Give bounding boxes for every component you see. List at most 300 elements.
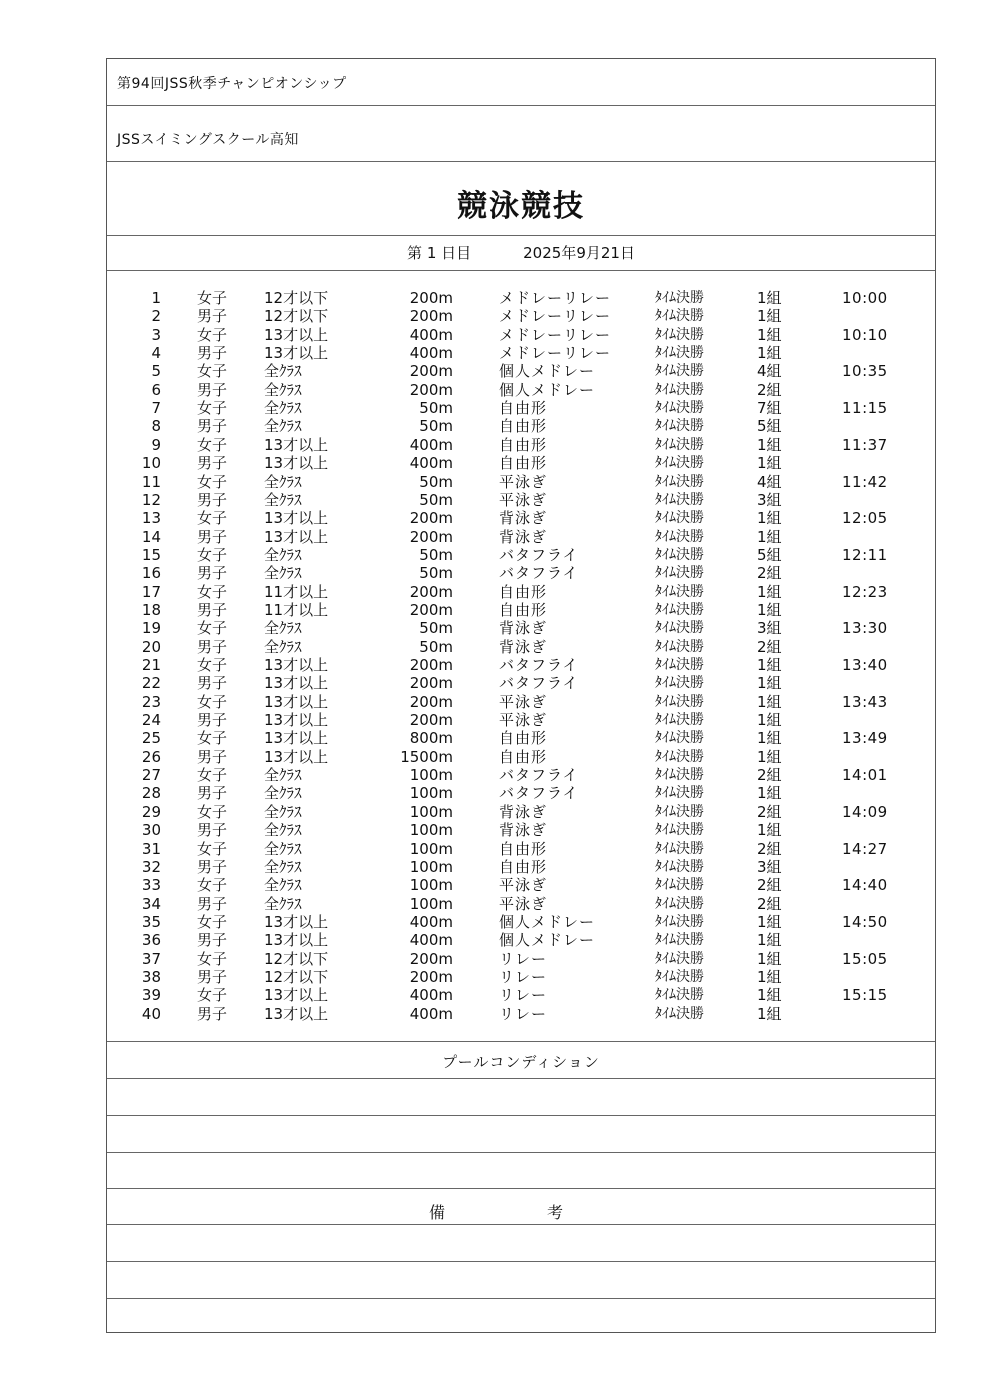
event-number: 20 bbox=[141, 637, 161, 656]
event-row bbox=[107, 913, 935, 931]
event-heats: 1組 bbox=[757, 344, 782, 363]
event-stroke: 個人メドレー bbox=[499, 931, 596, 950]
divider bbox=[107, 270, 935, 271]
event-row bbox=[107, 601, 935, 619]
event-class: 全ｸﾗｽ bbox=[264, 619, 302, 638]
event-start-time: 10:10 bbox=[842, 325, 888, 344]
remarks-title-char2: 考 bbox=[547, 1203, 564, 1222]
event-stroke: 自由形 bbox=[499, 729, 548, 748]
event-type: ﾀｲﾑ決勝 bbox=[655, 730, 704, 747]
event-heats: 1組 bbox=[757, 692, 782, 711]
event-heats: 2組 bbox=[757, 894, 782, 913]
event-heats: 1組 bbox=[757, 931, 782, 950]
event-number: 14 bbox=[141, 527, 161, 546]
event-stroke: 背泳ぎ bbox=[499, 821, 548, 840]
event-number: 13 bbox=[141, 509, 161, 528]
event-row bbox=[107, 858, 935, 876]
event-start-time: 13:30 bbox=[842, 619, 888, 638]
event-class: 11才以上 bbox=[264, 600, 329, 619]
event-start-time: 13:40 bbox=[842, 656, 888, 674]
event-sex: 女子 bbox=[197, 912, 228, 931]
event-class: 13才以上 bbox=[264, 912, 329, 931]
event-distance: 400m bbox=[409, 325, 453, 344]
event-class: 13才以上 bbox=[264, 692, 329, 711]
event-sex: 女子 bbox=[197, 986, 228, 1005]
event-heats: 2組 bbox=[757, 802, 782, 821]
event-row bbox=[107, 876, 935, 894]
event-heats: 1組 bbox=[757, 967, 782, 986]
event-class: 全ｸﾗｽ bbox=[264, 784, 302, 803]
event-type: ﾀｲﾑ決勝 bbox=[655, 326, 704, 343]
event-row bbox=[107, 399, 935, 417]
event-start-time: 11:42 bbox=[842, 472, 888, 491]
event-distance: 200m bbox=[409, 362, 453, 381]
event-heats: 1組 bbox=[757, 949, 782, 968]
event-type: ﾀｲﾑ決勝 bbox=[655, 840, 704, 857]
event-type: ﾀｲﾑ決勝 bbox=[655, 803, 704, 820]
event-sex: 男子 bbox=[197, 417, 228, 436]
pool-condition-line bbox=[107, 1152, 935, 1153]
event-start-time: 14:40 bbox=[842, 876, 888, 895]
event-row bbox=[107, 436, 935, 454]
event-type: ﾀｲﾑ決勝 bbox=[655, 436, 704, 453]
event-class: 全ｸﾗｽ bbox=[264, 362, 302, 381]
event-distance: 200m bbox=[409, 307, 453, 326]
event-stroke: バタフライ bbox=[499, 674, 579, 693]
event-distance: 100m bbox=[409, 802, 453, 821]
event-type: ﾀｲﾑ決勝 bbox=[655, 968, 704, 985]
event-number: 39 bbox=[141, 986, 161, 1005]
event-type: ﾀｲﾑ決勝 bbox=[655, 620, 704, 637]
event-number: 23 bbox=[141, 692, 161, 711]
event-row bbox=[107, 821, 935, 839]
event-distance: 200m bbox=[409, 289, 453, 307]
remarks-line bbox=[107, 1261, 935, 1262]
event-row bbox=[107, 454, 935, 472]
event-distance: 200m bbox=[409, 656, 453, 674]
event-type: ﾀｲﾑ決勝 bbox=[655, 601, 704, 618]
event-heats: 7組 bbox=[757, 399, 782, 418]
event-number: 10 bbox=[141, 454, 161, 473]
event-number: 37 bbox=[141, 949, 161, 968]
event-class: 全ｸﾗｽ bbox=[264, 417, 302, 436]
event-row bbox=[107, 729, 935, 747]
event-number: 25 bbox=[141, 729, 161, 748]
event-stroke: バタフライ bbox=[499, 656, 579, 674]
event-stroke: 平泳ぎ bbox=[499, 876, 548, 895]
event-sex: 男子 bbox=[197, 307, 228, 326]
event-row bbox=[107, 656, 935, 674]
event-stroke: 自由形 bbox=[499, 600, 548, 619]
event-stroke: 平泳ぎ bbox=[499, 490, 548, 509]
event-distance: 400m bbox=[409, 986, 453, 1005]
event-distance: 400m bbox=[409, 435, 453, 454]
competition-name: 第94回JSS秋季チャンピオンシップ bbox=[117, 76, 347, 92]
event-row bbox=[107, 528, 935, 546]
event-number: 6 bbox=[151, 380, 161, 399]
event-number: 24 bbox=[141, 711, 161, 730]
event-class: 13才以上 bbox=[264, 344, 329, 363]
event-stroke: リレー bbox=[499, 949, 548, 968]
event-type: ﾀｲﾑ決勝 bbox=[655, 565, 704, 582]
event-heats: 2組 bbox=[757, 766, 782, 785]
event-sex: 男子 bbox=[197, 344, 228, 363]
event-number: 28 bbox=[141, 784, 161, 803]
event-sex: 女子 bbox=[197, 545, 228, 564]
event-sex: 女子 bbox=[197, 839, 228, 858]
event-heats: 2組 bbox=[757, 380, 782, 399]
event-stroke: 個人メドレー bbox=[499, 380, 596, 399]
event-stroke: 自由形 bbox=[499, 454, 548, 473]
event-row bbox=[107, 1005, 935, 1023]
event-distance: 200m bbox=[409, 967, 453, 986]
event-heats: 1組 bbox=[757, 821, 782, 840]
event-type: ﾀｲﾑ決勝 bbox=[655, 510, 704, 527]
event-start-time: 11:37 bbox=[842, 435, 888, 454]
event-row bbox=[107, 546, 935, 564]
event-type: ﾀｲﾑ決勝 bbox=[655, 987, 704, 1004]
event-heats: 1組 bbox=[757, 454, 782, 473]
event-start-time: 13:49 bbox=[842, 729, 888, 748]
event-heats: 1組 bbox=[757, 729, 782, 748]
event-distance: 200m bbox=[409, 509, 453, 528]
event-start-time: 14:09 bbox=[842, 802, 888, 821]
event-number: 1 bbox=[151, 289, 161, 307]
event-distance: 50m bbox=[419, 490, 453, 509]
event-distance: 200m bbox=[409, 582, 453, 601]
event-number: 29 bbox=[141, 802, 161, 821]
event-row bbox=[107, 950, 935, 968]
event-number: 12 bbox=[141, 490, 161, 509]
event-sex: 女子 bbox=[197, 656, 228, 674]
club-name: JSSスイミングスクール高知 bbox=[117, 132, 299, 148]
event-row bbox=[107, 711, 935, 729]
event-number: 2 bbox=[151, 307, 161, 326]
event-row bbox=[107, 381, 935, 399]
event-row bbox=[107, 968, 935, 986]
event-sex: 女子 bbox=[197, 289, 228, 307]
event-row bbox=[107, 564, 935, 582]
event-type: ﾀｲﾑ決勝 bbox=[655, 950, 704, 967]
event-heats: 1組 bbox=[757, 325, 782, 344]
event-sex: 男子 bbox=[197, 894, 228, 913]
event-number: 35 bbox=[141, 912, 161, 931]
event-heats: 1組 bbox=[757, 747, 782, 766]
divider bbox=[107, 235, 935, 236]
event-class: 13才以上 bbox=[264, 454, 329, 473]
event-heats: 4組 bbox=[757, 472, 782, 491]
event-start-time: 14:27 bbox=[842, 839, 888, 858]
event-row bbox=[107, 509, 935, 527]
event-sex: 男子 bbox=[197, 490, 228, 509]
event-class: 全ｸﾗｽ bbox=[264, 894, 302, 913]
event-start-time: 12:11 bbox=[842, 545, 888, 564]
event-number: 33 bbox=[141, 876, 161, 895]
event-start-time: 12:05 bbox=[842, 509, 888, 528]
event-sex: 女子 bbox=[197, 802, 228, 821]
event-distance: 100m bbox=[409, 857, 453, 876]
event-heats: 1組 bbox=[757, 582, 782, 601]
event-start-time: 12:23 bbox=[842, 582, 888, 601]
event-type: ﾀｲﾑ決勝 bbox=[655, 363, 704, 380]
event-class: 全ｸﾗｽ bbox=[264, 472, 302, 491]
event-type: ﾀｲﾑ決勝 bbox=[655, 913, 704, 930]
event-distance: 50m bbox=[419, 472, 453, 491]
event-sex: 女子 bbox=[197, 766, 228, 785]
event-distance: 100m bbox=[409, 876, 453, 895]
event-distance: 200m bbox=[409, 711, 453, 730]
event-heats: 2組 bbox=[757, 637, 782, 656]
event-row bbox=[107, 619, 935, 637]
event-class: 13才以上 bbox=[264, 986, 329, 1005]
event-heats: 5組 bbox=[757, 417, 782, 436]
event-class: 全ｸﾗｽ bbox=[264, 399, 302, 418]
event-row bbox=[107, 766, 935, 784]
event-sex: 女子 bbox=[197, 729, 228, 748]
event-stroke: 自由形 bbox=[499, 857, 548, 876]
event-number: 32 bbox=[141, 857, 161, 876]
event-sex: 男子 bbox=[197, 674, 228, 693]
remarks-title-char1: 備 bbox=[429, 1203, 446, 1222]
event-class: 12才以下 bbox=[264, 307, 329, 326]
event-type: ﾀｲﾑ決勝 bbox=[655, 785, 704, 802]
divider bbox=[107, 1078, 935, 1079]
divider bbox=[107, 161, 935, 162]
event-distance: 50m bbox=[419, 417, 453, 436]
event-sex: 男子 bbox=[197, 637, 228, 656]
event-heats: 3組 bbox=[757, 619, 782, 638]
event-type: ﾀｲﾑ決勝 bbox=[655, 345, 704, 362]
event-type: ﾀｲﾑ決勝 bbox=[655, 583, 704, 600]
event-type: ﾀｲﾑ決勝 bbox=[655, 491, 704, 508]
event-type: ﾀｲﾑ決勝 bbox=[655, 858, 704, 875]
event-number: 19 bbox=[141, 619, 161, 638]
event-number: 15 bbox=[141, 545, 161, 564]
event-row bbox=[107, 307, 935, 325]
event-type: ﾀｲﾑ決勝 bbox=[655, 712, 704, 729]
event-number: 8 bbox=[151, 417, 161, 436]
event-type: ﾀｲﾑ決勝 bbox=[655, 1005, 704, 1022]
event-heats: 1組 bbox=[757, 784, 782, 803]
event-row bbox=[107, 931, 935, 949]
event-stroke: バタフライ bbox=[499, 545, 579, 564]
event-class: 13才以上 bbox=[264, 325, 329, 344]
event-stroke: バタフライ bbox=[499, 784, 579, 803]
event-stroke: 自由形 bbox=[499, 747, 548, 766]
event-start-time: 15:15 bbox=[842, 986, 888, 1005]
event-heats: 1組 bbox=[757, 711, 782, 730]
event-number: 11 bbox=[141, 472, 161, 491]
event-class: 12才以下 bbox=[264, 949, 329, 968]
event-class: 13才以上 bbox=[264, 656, 329, 674]
event-type: ﾀｲﾑ決勝 bbox=[655, 895, 704, 912]
event-distance: 800m bbox=[409, 729, 453, 748]
event-distance: 200m bbox=[409, 692, 453, 711]
event-stroke: バタフライ bbox=[499, 564, 579, 583]
event-heats: 1組 bbox=[757, 435, 782, 454]
event-start-time: 14:01 bbox=[842, 766, 888, 785]
event-type: ﾀｲﾑ決勝 bbox=[655, 418, 704, 435]
event-row bbox=[107, 326, 935, 344]
event-type: ﾀｲﾑ決勝 bbox=[655, 657, 704, 673]
divider bbox=[107, 105, 935, 106]
event-heats: 1組 bbox=[757, 307, 782, 326]
event-sex: 男子 bbox=[197, 527, 228, 546]
event-sex: 男子 bbox=[197, 931, 228, 950]
event-number: 4 bbox=[151, 344, 161, 363]
event-sex: 男子 bbox=[197, 967, 228, 986]
event-row bbox=[107, 986, 935, 1004]
event-class: 全ｸﾗｽ bbox=[264, 766, 302, 785]
event-distance: 200m bbox=[409, 380, 453, 399]
event-heats: 4組 bbox=[757, 362, 782, 381]
event-stroke: バタフライ bbox=[499, 766, 579, 785]
event-number: 22 bbox=[141, 674, 161, 693]
event-class: 全ｸﾗｽ bbox=[264, 564, 302, 583]
event-sex: 男子 bbox=[197, 821, 228, 840]
event-class: 全ｸﾗｽ bbox=[264, 876, 302, 895]
event-class: 全ｸﾗｽ bbox=[264, 545, 302, 564]
event-row bbox=[107, 344, 935, 362]
event-class: 13才以上 bbox=[264, 747, 329, 766]
event-sex: 男子 bbox=[197, 784, 228, 803]
event-row bbox=[107, 473, 935, 491]
event-number: 9 bbox=[151, 435, 161, 454]
event-sex: 女子 bbox=[197, 692, 228, 711]
event-distance: 400m bbox=[409, 344, 453, 363]
event-class: 12才以下 bbox=[264, 967, 329, 986]
divider bbox=[107, 1224, 935, 1225]
event-sex: 女子 bbox=[197, 399, 228, 418]
event-class: 13才以上 bbox=[264, 435, 329, 454]
pool-condition-title: プールコンディション bbox=[442, 1053, 600, 1071]
event-number: 30 bbox=[141, 821, 161, 840]
event-class: 全ｸﾗｽ bbox=[264, 490, 302, 509]
event-row bbox=[107, 784, 935, 802]
event-row bbox=[107, 895, 935, 913]
event-start-time: 13:43 bbox=[842, 692, 888, 711]
divider bbox=[107, 1041, 935, 1042]
event-class: 13才以上 bbox=[264, 674, 329, 693]
event-sex: 男子 bbox=[197, 600, 228, 619]
event-sex: 女子 bbox=[197, 582, 228, 601]
event-sex: 男子 bbox=[197, 564, 228, 583]
event-distance: 100m bbox=[409, 821, 453, 840]
event-number: 3 bbox=[151, 325, 161, 344]
divider bbox=[107, 1188, 935, 1189]
event-type: ﾀｲﾑ決勝 bbox=[655, 822, 704, 839]
event-heats: 1組 bbox=[757, 509, 782, 528]
event-sex: 女子 bbox=[197, 509, 228, 528]
event-start-time: 15:05 bbox=[842, 949, 888, 968]
event-stroke: 背泳ぎ bbox=[499, 802, 548, 821]
event-number: 17 bbox=[141, 582, 161, 601]
event-sex: 女子 bbox=[197, 362, 228, 381]
event-sex: 女子 bbox=[197, 472, 228, 491]
event-stroke: 平泳ぎ bbox=[499, 472, 548, 491]
event-class: 13才以上 bbox=[264, 527, 329, 546]
event-distance: 50m bbox=[419, 637, 453, 656]
event-distance: 50m bbox=[419, 619, 453, 638]
event-distance: 200m bbox=[409, 674, 453, 693]
event-class: 全ｸﾗｽ bbox=[264, 857, 302, 876]
event-type: ﾀｲﾑ決勝 bbox=[655, 675, 704, 692]
event-sex: 男子 bbox=[197, 711, 228, 730]
event-type: ﾀｲﾑ決勝 bbox=[655, 693, 704, 710]
event-heats: 1組 bbox=[757, 656, 782, 674]
event-start-time: 11:15 bbox=[842, 399, 888, 418]
event-heats: 1組 bbox=[757, 1004, 782, 1023]
event-stroke: 平泳ぎ bbox=[499, 711, 548, 730]
event-distance: 200m bbox=[409, 949, 453, 968]
event-number: 16 bbox=[141, 564, 161, 583]
event-sex: 女子 bbox=[197, 619, 228, 638]
event-type: ﾀｲﾑ決勝 bbox=[655, 290, 704, 306]
event-stroke: 背泳ぎ bbox=[499, 637, 548, 656]
event-sex: 女子 bbox=[197, 949, 228, 968]
event-stroke: 平泳ぎ bbox=[499, 894, 548, 913]
event-start-time: 14:50 bbox=[842, 912, 888, 931]
event-stroke: リレー bbox=[499, 986, 548, 1005]
day-date-line bbox=[107, 242, 935, 263]
event-type: ﾀｲﾑ決勝 bbox=[655, 748, 704, 765]
event-stroke: 個人メドレー bbox=[499, 912, 596, 931]
event-distance: 100m bbox=[409, 766, 453, 785]
event-class: 全ｸﾗｽ bbox=[264, 637, 302, 656]
event-class: 11才以上 bbox=[264, 582, 329, 601]
document-title: 競泳競技 bbox=[457, 189, 585, 224]
event-class: 13才以上 bbox=[264, 729, 329, 748]
event-heats: 3組 bbox=[757, 857, 782, 876]
event-distance: 100m bbox=[409, 784, 453, 803]
event-class: 12才以下 bbox=[264, 289, 329, 307]
event-distance: 50m bbox=[419, 564, 453, 583]
event-row bbox=[107, 693, 935, 711]
event-distance: 50m bbox=[419, 545, 453, 564]
event-row bbox=[107, 803, 935, 821]
event-type: ﾀｲﾑ決勝 bbox=[655, 381, 704, 398]
event-type: ﾀｲﾑ決勝 bbox=[655, 308, 704, 325]
event-heats: 2組 bbox=[757, 839, 782, 858]
program-frame bbox=[106, 58, 936, 1333]
event-stroke: メドレーリレー bbox=[499, 307, 612, 326]
event-number: 38 bbox=[141, 967, 161, 986]
event-class: 13才以上 bbox=[264, 711, 329, 730]
event-sex: 女子 bbox=[197, 325, 228, 344]
event-stroke: 自由形 bbox=[499, 435, 548, 454]
event-row bbox=[107, 583, 935, 601]
event-number: 18 bbox=[141, 600, 161, 619]
event-number: 31 bbox=[141, 839, 161, 858]
event-stroke: 自由形 bbox=[499, 399, 548, 418]
event-sex: 男子 bbox=[197, 857, 228, 876]
day-label: 第 1 日目 bbox=[407, 244, 472, 262]
event-class: 全ｸﾗｽ bbox=[264, 821, 302, 840]
event-distance: 400m bbox=[409, 931, 453, 950]
event-row bbox=[107, 840, 935, 858]
event-type: ﾀｲﾑ決勝 bbox=[655, 877, 704, 894]
event-type: ﾀｲﾑ決勝 bbox=[655, 932, 704, 949]
event-sex: 男子 bbox=[197, 380, 228, 399]
event-distance: 200m bbox=[409, 600, 453, 619]
event-type: ﾀｲﾑ決勝 bbox=[655, 528, 704, 545]
event-row bbox=[107, 748, 935, 766]
event-distance: 100m bbox=[409, 839, 453, 858]
event-stroke: 個人メドレー bbox=[499, 362, 596, 381]
event-number: 26 bbox=[141, 747, 161, 766]
event-number: 34 bbox=[141, 894, 161, 913]
event-row bbox=[107, 674, 935, 692]
